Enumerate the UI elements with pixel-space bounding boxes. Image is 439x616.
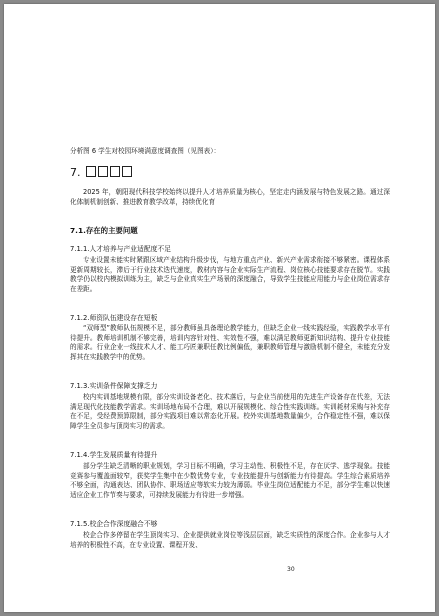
subsection-7-1-5-title: 7.1.5.校企合作深度融合不够	[70, 520, 158, 528]
placeholder-glyph-box	[86, 166, 96, 177]
placeholder-glyph-box	[110, 166, 120, 177]
subsection-7-1-4-title: 7.1.4.学生发展质量有待提升	[70, 451, 158, 459]
heading-7-number: 7.	[70, 166, 81, 179]
subsection-7-1-2-title: 7.1.2.师资队伍建设存在短板	[70, 314, 158, 322]
heading-7-placeholder-glyphs	[84, 166, 132, 179]
figure-note: 分析图 6 学生对校园环境满意度调查图（见图表）：	[70, 147, 221, 155]
heading-7	[70, 166, 390, 180]
subsection-7-1-2-text: “双师型”教师队伍规模不足，部分教师虽具备理论教学能力，但缺乏企业一线实践经验，实践教学水平有待提升。教师培训机制不够完善，培训内容针对性、实效性不强，难以满足教师更新知识结构、提升专业技能的需求。行业企业一线技术人才、能工巧匠兼职任教比例偏低，兼职教师管理与激励机制不健全，未能充分发挥其在实践教学中的优势。	[70, 324, 390, 361]
subsection-7-1-1-text: 专业设置未能实时紧跟区域产业结构升级步伐，与地方重点产业、新兴产业需求衔接不够紧密。课程体系更新周期较长，滞后于行业技术迭代速度，教材内容与企业实际生产流程、岗位核心技能要求存在脱节。实践教学仍以校内模拟训练为主，缺乏与企业真实生产场景的深度融合，导致学生技能应用能力与企业岗位需求存在差距。	[70, 256, 390, 293]
placeholder-glyph-box	[98, 166, 108, 177]
subsection-7-1-3-text: 校内实训基地规模有限，部分实训设备老化、技术落后，与企业当前使用的先进生产设备存在代差，无法满足现代化技能教学需求。实训场地布局不合理，难以开展规模化、综合性实践训练。实训耗材采购与补充存在不足，受经费预算限制，部分实践项目难以常态化开展。校外实训基地数量偏少，合作稳定性不强，难以保障学生全员参与顶岗实习的需求。	[70, 393, 390, 430]
section-7-1-heading: 7.1.存在的主要问题	[70, 226, 138, 235]
intro-paragraph: 2025 年，朝阳现代科技学校始终以提升人才培养质量为核心，坚定走内涵发展与特色发展之路。通过深化体制机制创新、推进教育教学改革，持续优化育	[70, 188, 390, 206]
subsection-7-1-4-text: 部分学生缺乏清晰的职业规划，学习目标不明确，学习主动性、积极性不足，存在厌学、逃学现象。技能竞赛参与覆盖面较窄，获奖学生集中在少数优势专业，专业技能提升与创新能力有待提高。学生综合素质培养不够全面，沟通表达、团队协作、职场适应等软实力较为薄弱。毕业生岗位适配能力不足，部分学生难以快速适应企业工作节奏与要求，可持续发展能力有待进一步增强。	[70, 462, 390, 499]
placeholder-glyph-box	[122, 166, 132, 177]
subsection-7-1-1-title: 7.1.1.人才培养与产业适配度不足	[70, 245, 172, 253]
document-page	[4, 4, 435, 612]
subsection-7-1-3-title: 7.1.3.实训条件保障支撑乏力	[70, 382, 158, 390]
subsection-7-1-5-text: 校企合作多停留在学生顶岗实习、企业提供就业岗位等浅层层面，缺乏实质性的深度合作。企业参与人才培养的积极性不高，在专业设置、课程开发、	[70, 531, 390, 549]
page-number: 30	[287, 566, 295, 573]
